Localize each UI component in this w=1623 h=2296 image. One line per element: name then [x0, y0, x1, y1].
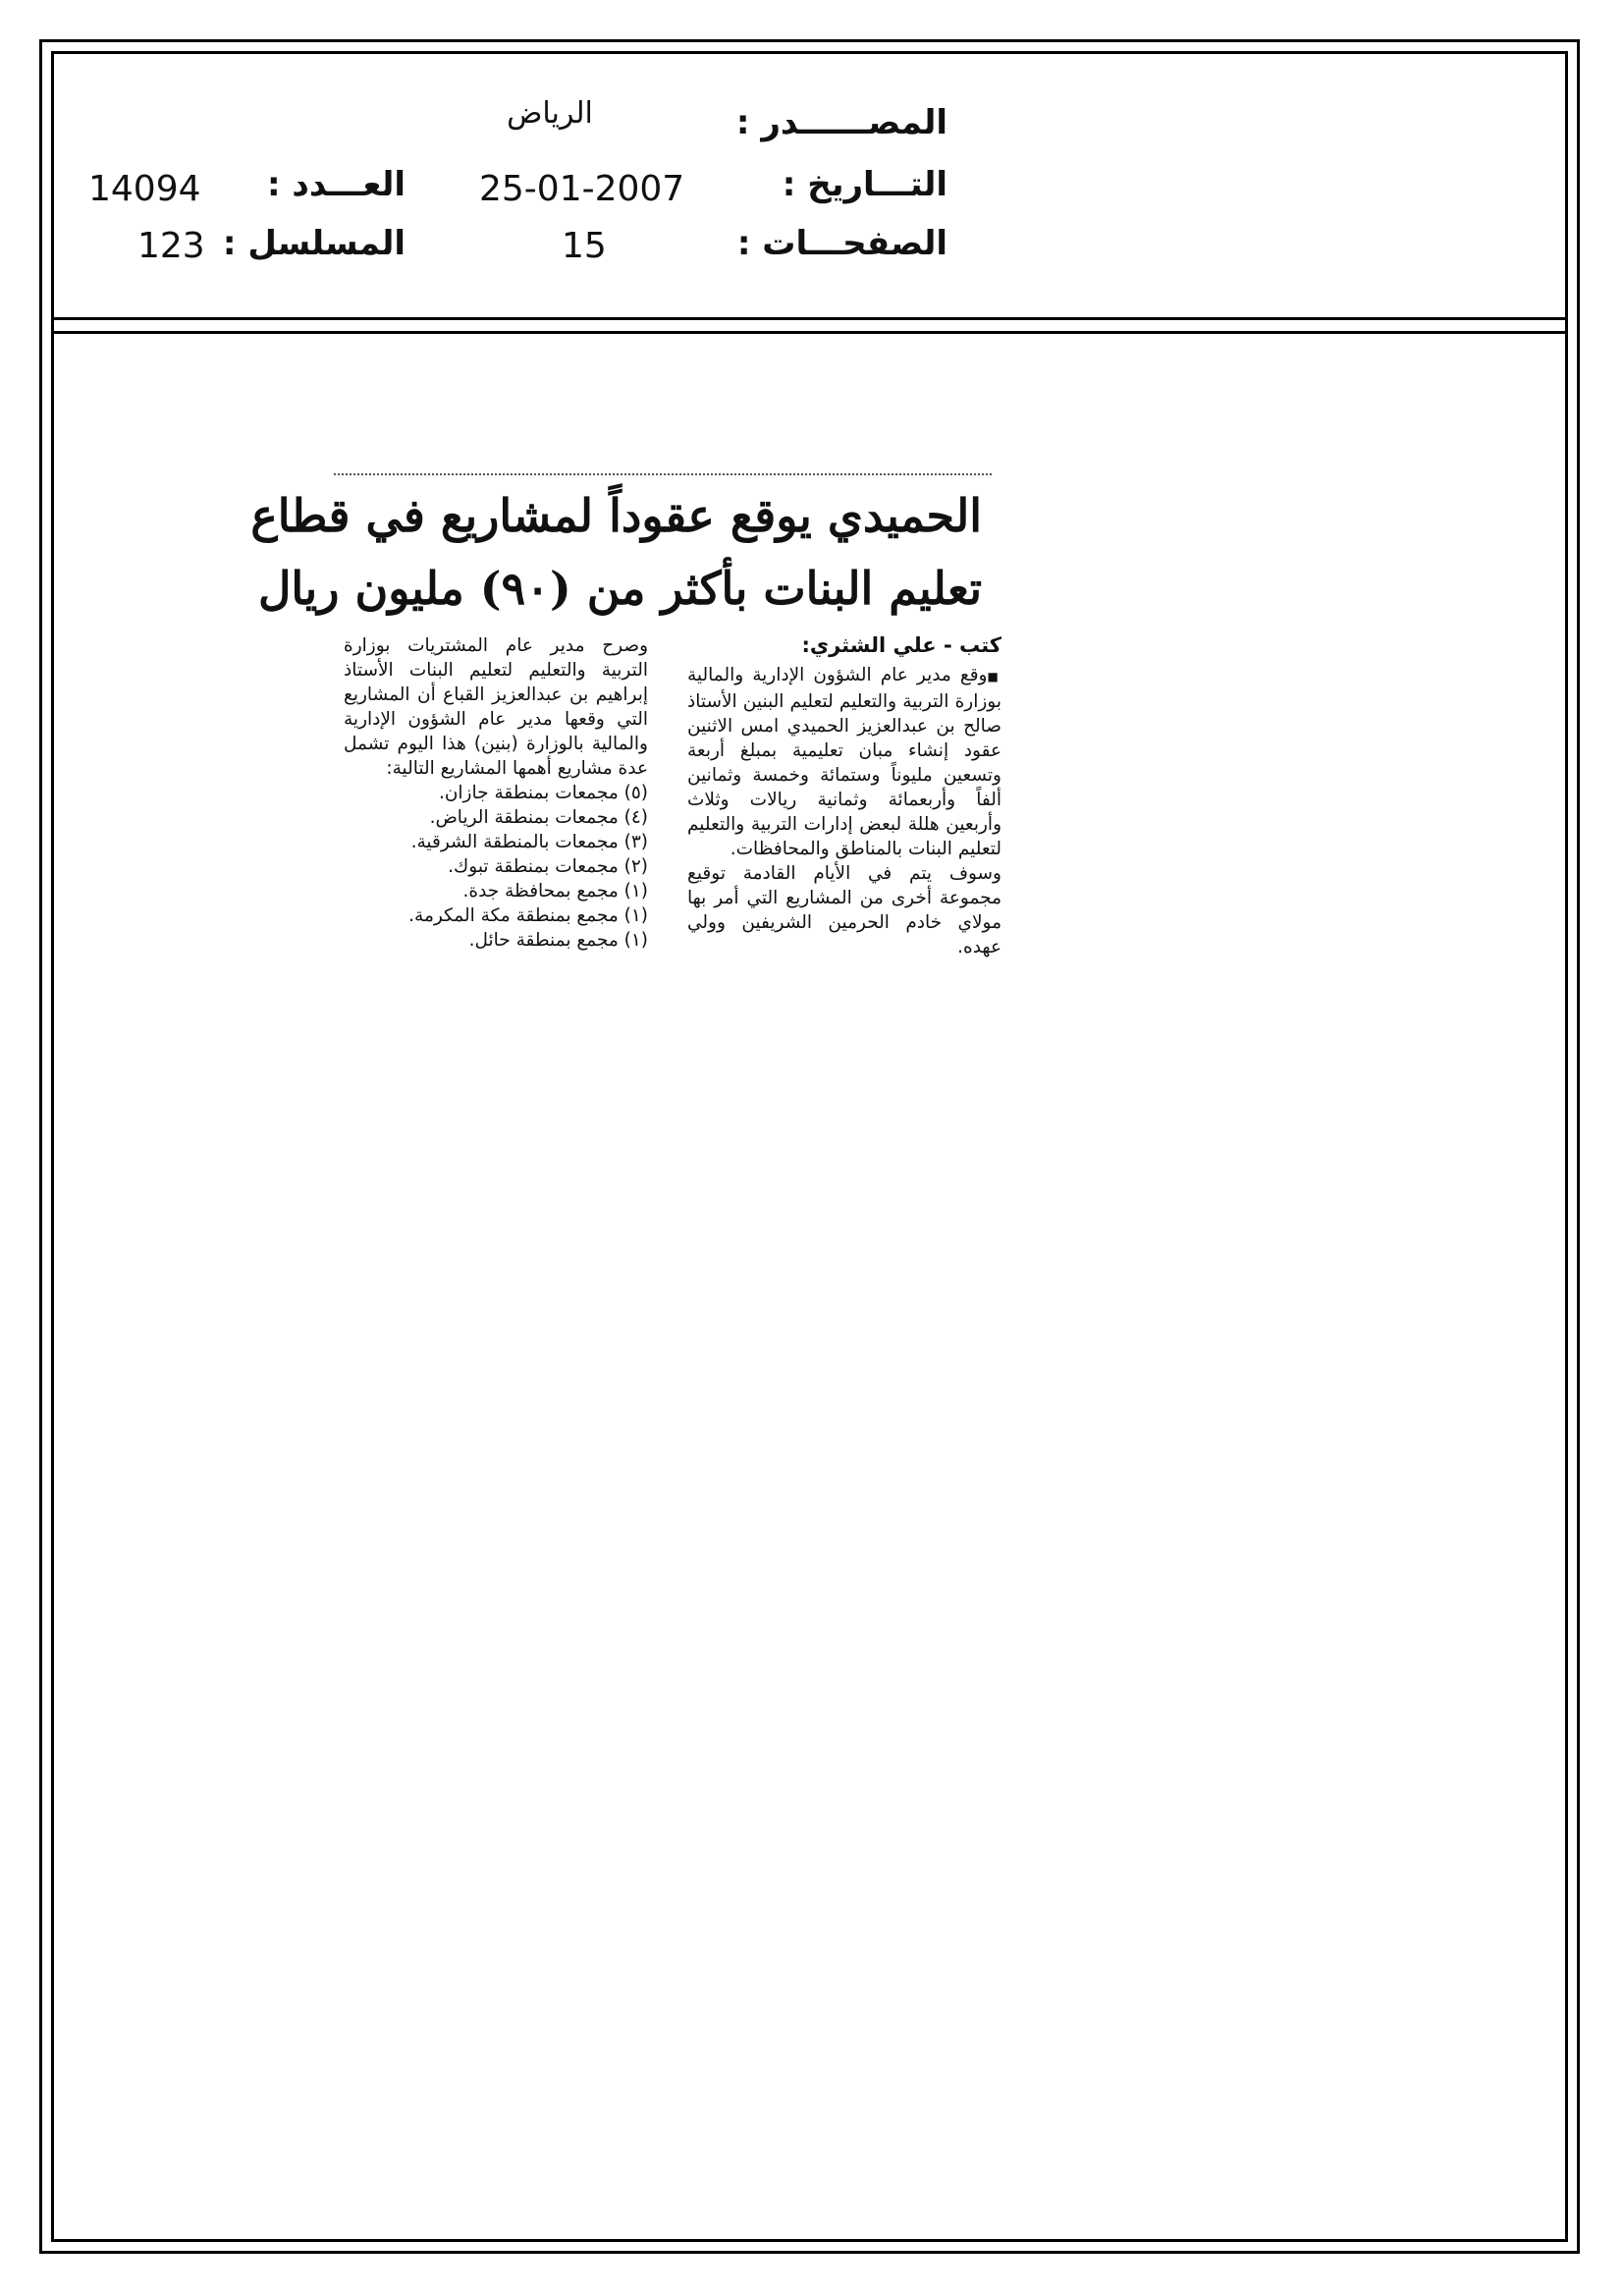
headline-line-1: الحميدي يوقع عقوداً لمشاريع في قطاع — [250, 489, 982, 542]
header-separator — [51, 317, 1568, 320]
byline: كتب - علي الشثري: — [801, 633, 1001, 657]
paragraph-3: وصرح مدير عام المشتريات بوزارة التربية والتعليم لتعليم البنات الأستاذ إبراهيم بن عبدالعزيز القباع أن المشاريع التي وقعها مدير عام الشؤون الإدارية والمالية بالوزارة (بنين) هذا اليوم تشمل عدة مشاريع أهمها المشاريع التالية: — [344, 635, 648, 779]
serial-value: 123 — [137, 226, 205, 266]
list-item: (٢) مجمعات بمنطقة تبوك. — [448, 856, 648, 877]
header-separator-double — [51, 331, 1568, 334]
list-item: (١) مجمع بمنطقة مكة المكرمة. — [408, 905, 648, 926]
article-column-right — [687, 663, 1001, 959]
source-value: الرياض — [507, 96, 593, 131]
issue-label: العـــدد : — [267, 165, 406, 204]
paragraph-2: وسوف يتم في الأيام القادمة توقيع مجموعة أخرى من المشاريع التي أمر بها مولاي خادم الحرمين الشريفين وولي عهده. — [687, 863, 1001, 957]
article-column-left — [344, 633, 648, 953]
paragraph-1: ■وقع مدير عام الشؤون الإدارية والمالية بوزارة التربية والتعليم لتعليم البنين الأستاذ صالح بن عبدالعزيز الحميدي امس الاثنين عقود إنشاء مبان تعليمية بمبلغ أربعة وتسعين مليوناً وستمائة وخمسة وثمانين ألفاً وأربعمائة وثمانية ريالات وثلاث وأربعين هللة لبعض إدارات التربية والتعليم لتعليم البنات بالمناطق والمحافظات. — [687, 665, 1001, 859]
paragraph-marker-icon: ■ — [987, 670, 1001, 683]
date-value: 25-01-2007 — [479, 169, 685, 209]
clipping-top-rule — [334, 473, 992, 475]
list-item: (٣) مجمعات بالمنطقة الشرقية. — [410, 832, 648, 852]
list-item: (٥) مجمعات بمنطقة جازان. — [438, 783, 648, 803]
issue-value: 14094 — [88, 169, 201, 209]
serial-label: المسلسل : — [222, 224, 406, 263]
date-label: التـــاريخ : — [782, 165, 947, 204]
headline-line-2: تعليم البنات بأكثر من (٩٠) مليون ريال — [257, 562, 982, 615]
projects-list — [344, 781, 648, 953]
news-clipping — [250, 462, 1001, 1208]
source-label: المصــــــدر : — [735, 103, 947, 142]
list-item: (١) مجمع بمحافظة جدة. — [462, 881, 648, 902]
pages-value: 15 — [562, 226, 607, 266]
list-item: (٤) مجمعات بمنطقة الرياض. — [429, 807, 648, 828]
list-item: (١) مجمع بمنطقة حائل. — [468, 930, 648, 951]
pages-label: الصفحـــات : — [736, 224, 947, 263]
